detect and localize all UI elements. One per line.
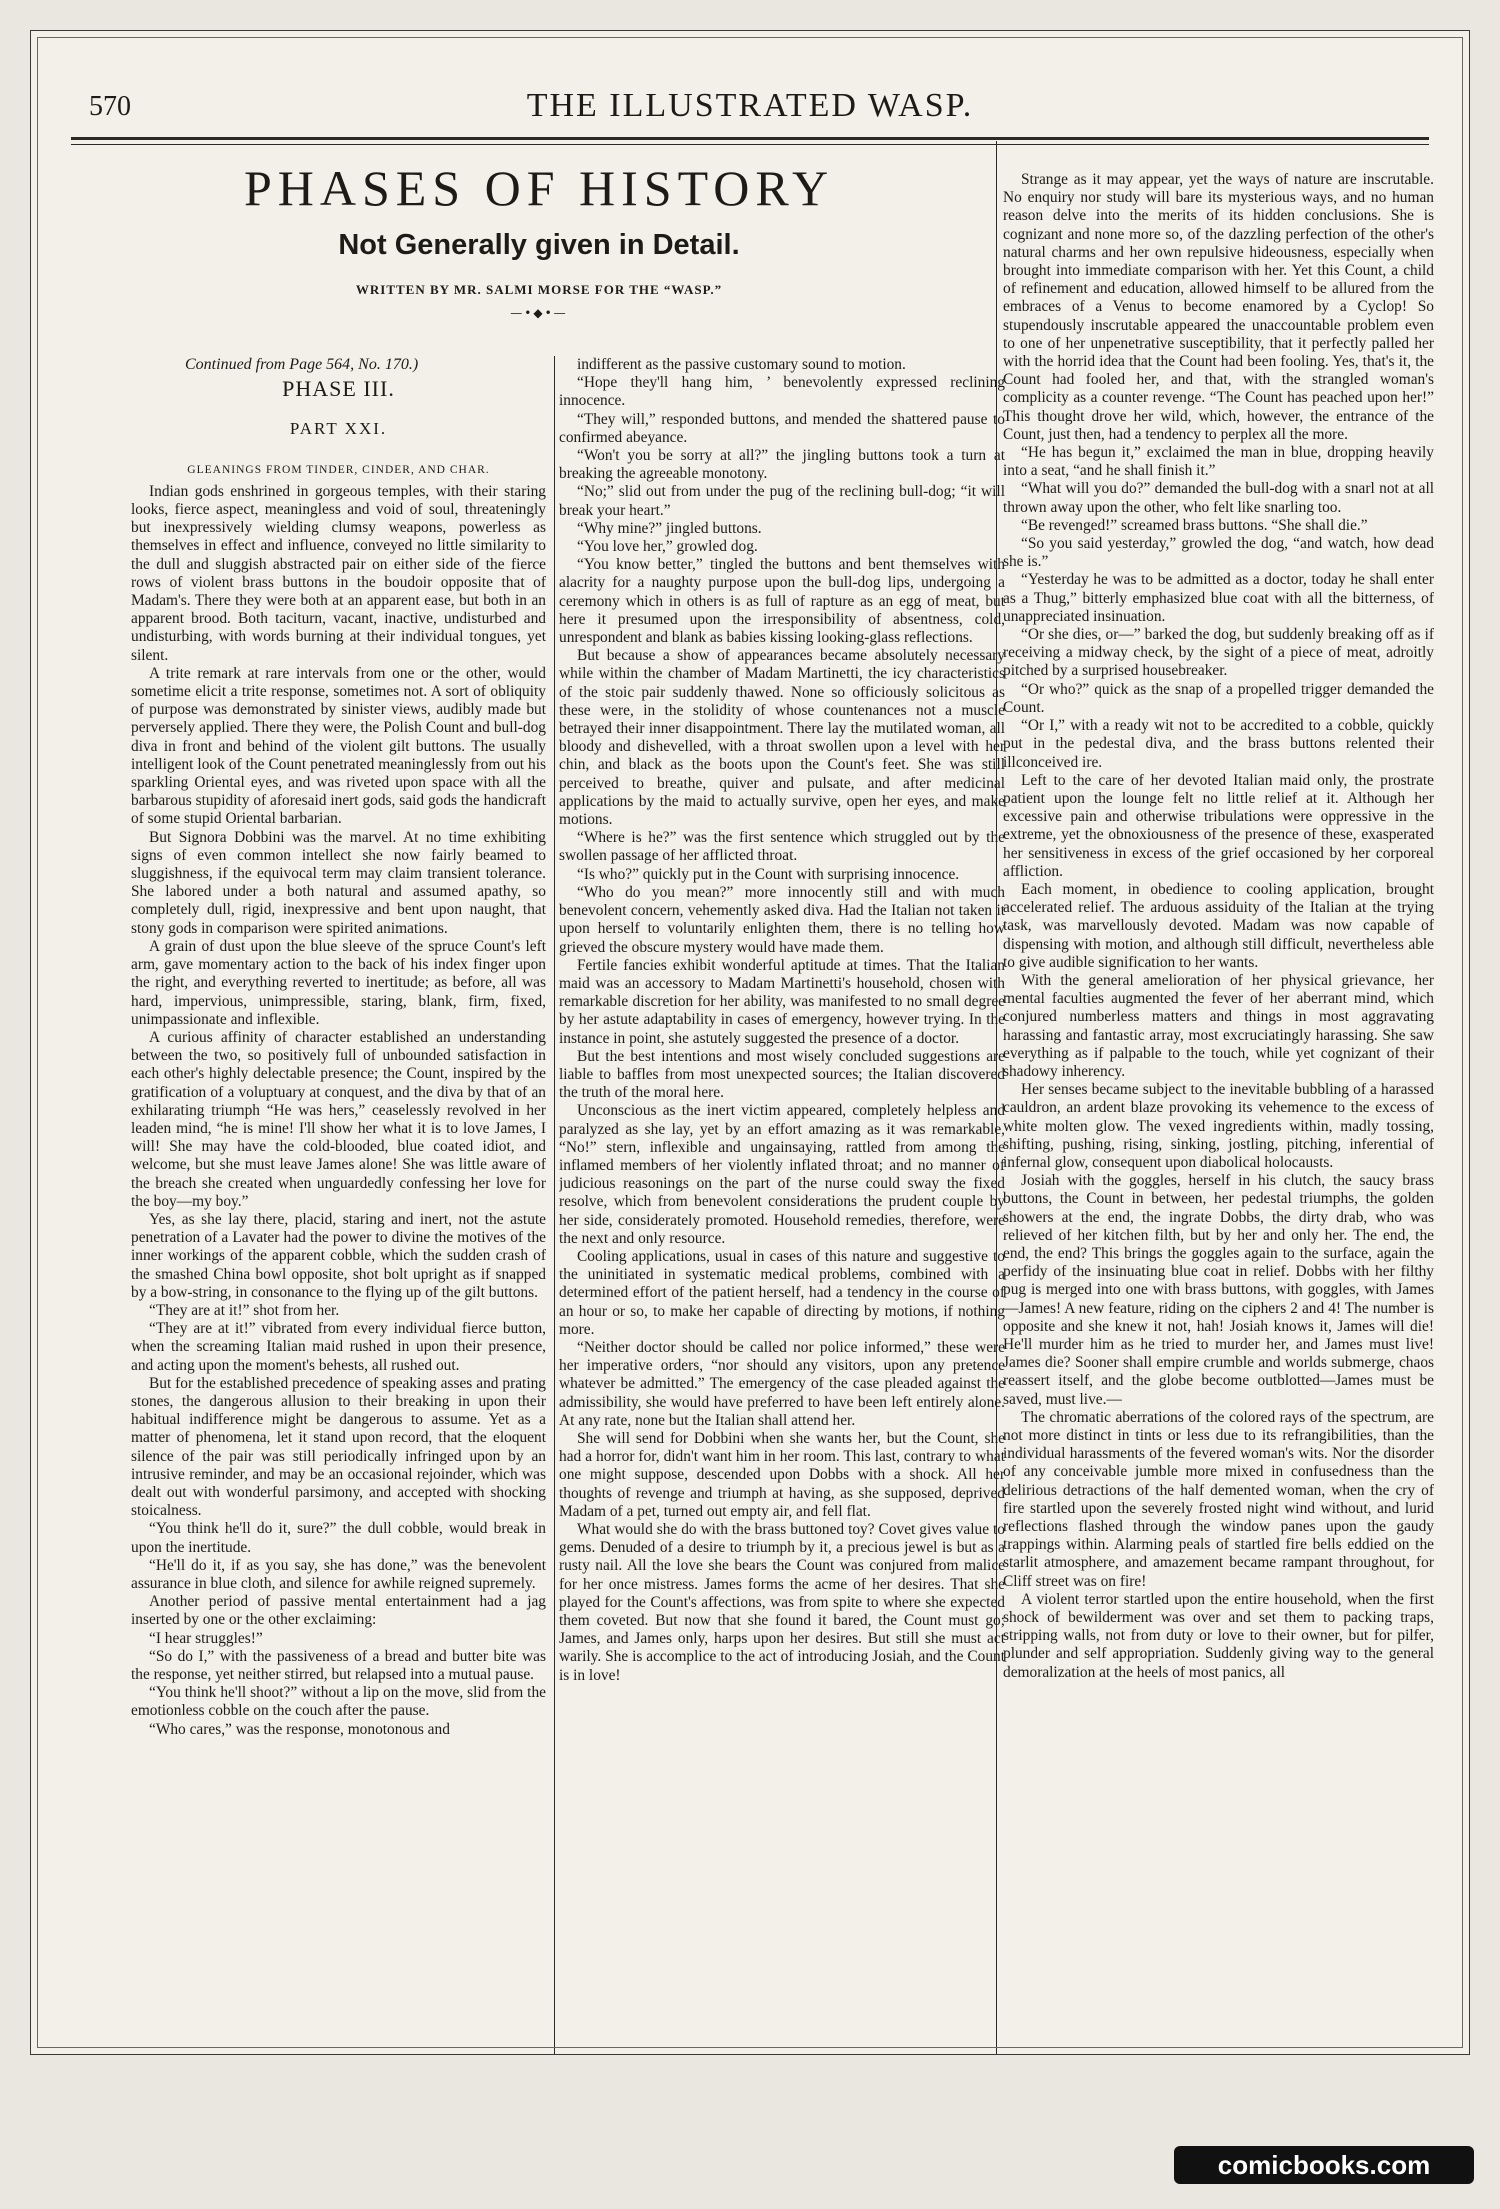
paragraph: Fertile fancies exhibit wonderful aptitude at times. That the Italian maid was an accessory to Madam Martinetti's household, chosen with remarkable discretion for her ability, was manifested to no small degree by her astute adaptability in cases of emergency, however trying. In the instance in point, she astutely suggested the presence of a doctor. [559,956,1005,1047]
masthead: THE ILLUSTRATED WASP. [526,87,974,124]
paragraph: Her senses became subject to the inevitable bubbling of a harassed cauldron, an ardent blaze provoking its vehemence to the excess of white molten glow. The vexed ingredients within, madly tossing, shifting, pushing, rising, sinking, jostling, pitching, inferential of infernal glow, consequent upon diabolical holocausts. [1003,1081,1434,1171]
title-block [139,159,939,320]
paragraph: “What will you do?” demanded the bull-dog with a snarl not at all thrown away upon the other, who felt like snarling too. [1003,480,1434,516]
paragraph: Another period of passive mental entertainment had a jag inserted by one or the other exclaiming: [131,1593,546,1629]
paragraph: “Neither doctor should be called nor police informed,” these were her imperative orders, “nor should any visitors, upon any pretence whatever be admitted.” The emergency of the case pleaded against the admissibility, she would have preferred to have been left entirely alone. At any rate, none but the Italian shall attend her. [559,1338,1005,1429]
page-number: 570 [89,91,131,122]
continued-note: Continued from Page 564, No. 170.) [185,356,419,373]
paragraph: Indian gods enshrined in gorgeous temples, with their staring looks, fierce aspect, meaningless and void of soul, threateningly but inexpressively wielding clumsy weapons, powerless as themselves in effect and influence, conveyed no little similarity to the dull and sluggish abstracted pair on either side of the fierce rows of violent brass buttons in the boudoir opposite that of Madam's. There they were both at an apparent ease, but both in an apparent brood. Both taciturn, vacant, inactive, undisturbed and undisturbing, with words burning at their individual tongues, yet silent. [131,482,546,664]
paragraph: “Or she dies, or—” barked the dog, but suddenly breaking off as if receiving a midway check, by the sight of a piece of meat, adroitly pitched by a surprised housebreaker. [1003,626,1434,680]
header-rule [71,137,1429,145]
text-column-2 [559,356,1005,2055]
column-3-body [1003,171,1434,1682]
column-1-body [131,483,546,1739]
page-header [71,73,1429,137]
column-2-body [559,356,1005,1685]
part-heading: PART XXI. [289,419,388,439]
paragraph: “You know better,” tingled the buttons and bent themselves with alacrity for a naughty purpose upon the bull-dog lips, undergoing a ceremony which in others is as full of rapture as an egg of meat, but here it presumed upon the irresponsibility of absentness, cold, unrespondent and blank as babies kissing looking-glass reflections. [559,556,1005,647]
paragraph: “He has begun it,” exclaimed the man in blue, dropping heavily into a seat, “and he shall finish it.” [1003,444,1434,480]
paragraph: But Signora Dobbini was the marvel. At no time exhibiting signs of even common intellect she now fairly beamed to sluggishness, if the equivocal term may claim transient tolerance. She labored under a both natural and assumed apathy, so completely dull, rigid, inexpressive and bent upon naught, that stony gods in comparison were spirited animations. [131,828,546,937]
paragraph: “Why mine?” jingled buttons. [577,519,762,537]
paragraph: “Who do you mean?” more innocently still and with much benevolent concern, vehemently asked diva. Had the Italian not taken it upon herself to voluntarily enlighten them, there is no telling how grieved the obscure mystery would have made them. [559,883,1005,956]
watermark-logo: comicbooks.com [1174,2146,1474,2184]
paragraph: Each moment, in obedience to cooling application, brought accelerated relief. The arduous assiduity of the Italian at the trying task, was marvellously devoted. Madam was now capable of dispensing with motion, and although still difficult, nevertheless able to give audible signification to her wants. [1003,880,1434,971]
paragraph: “Yesterday he was to be admitted as a doctor, today he shall enter as a Thug,” bitterly emphasized blue coat with all the bitterness, of unappreciated insinuation. [1003,571,1434,625]
paragraph: “You love her,” growled dog. [577,538,758,556]
paragraph: The chromatic aberrations of the colored rays of the spectrum, are not more distinct in tints or less due to its refrangibilities, than the individual harassments of the fevered woman's wits. Nor the disorder of any conceivable jumble more mixed in confusedness than the delirious detractions of the half demented woman, when the cry of fire startled upon the severely frosted night wind without, and lurid reflections flashed through the window panes upon the gaudy trappings within. Alarming peals of startled fire bells eddied on the starlit atmosphere, and amazement became rampant throughout, for Cliff street was on fire! [1003,1408,1434,1590]
paragraph: “They are at it!” vibrated from every individual fierce button, when the screaming Italian maid rushed in upon their presence, and acting upon the moment's behests, all rushed out. [131,1320,546,1374]
paragraph: But because a show of appearances became absolutely necessary while within the chamber of Madam Martinetti, the icy characteristics of the stoic pair suddenly thawed. None so officiously solicitous as these were, in the stolidity of whose countenances not a muscle betrayed their inner disappointment. There lay the mutilated woman, all bloody and dishevelled, with a throat swollen upon a level with her chin, and black as the boots upon the Count's feet. She was still perceived to breathe, quiver and pulsate, and after medicinal applications by the maid to actually survive, open her eyes, and make motions. [559,647,1005,829]
paragraph: “You think he'll do it, sure?” the dull cobble, would break in upon the inertitude. [131,1520,546,1556]
paragraph: “Won't you be sorry at all?” the jingling buttons took a turn at breaking the agreeable monotony. [559,447,1005,483]
paragraph: “Who cares,” was the response, monotonous and [149,1720,450,1738]
paragraph: “Or who?” quick as the snap of a propelled trigger demanded the Count. [1003,680,1434,716]
paragraph: But for the established precedence of speaking asses and prating stones, the dangerous allusion to their breaking in upon their habitual indifference might be dangerous to assume. Yet as a matter of phenomena, let it stand upon record, that the eloquent silence of the pair was still periodically infringed upon by an intrusive reminder, and may be an occasional rejoinder, which was dealt out with wonderful parsimony, and accepted with shocking stoicalness. [131,1374,546,1520]
paragraph: Left to the care of her devoted Italian maid only, the prostrate patient upon the lounge felt no little relief at it. Although her excessive pain and otherwise tribulations were oppressive in the extreme, yet the obnoxiousness of the presence of these, exasperated her sensitiveness in excess of the grief occasioned by her corporeal affliction. [1003,771,1434,880]
article-title: PHASES OF HISTORY [243,160,835,216]
paragraph: Unconscious as the inert victim appeared, completely helpless and paralyzed as she lay, yet by an effort amazing as it was remarkable, “No!” stern, inflexible and ungainsaying, rattled from among the inflamed members of her violently inflated throat; and no manner of judicious reasonings on the part of the nurse could sway the fixed resolve, which from benevolent considerations the prudent couple by her side, considerately promoted. Household remedies, therefore, were the next and only resource. [559,1102,1005,1247]
paragraph: Strange as it may appear, yet the ways of nature are inscrutable. No enquiry nor study will bare its mysterious ways, and no human reason delve into the merits of its hidden conclusions. She is cognizant and none more so, of the dazzling perfection of the other's natural charms and her own repulsive hideousness, especially when brought into immediate comparison with her. Yet this Count, a child of refinement and education, allowed himself to be allured from the embraces of a Venus to become enamored by a Cyclop! So stupendously inscrutable appeared the unaccountable problem even to one of her unpenetrative susceptibility, that it perfectly palled her with the horrid idea that the Count had been fooling. Yes, that's it, the Count had fooled her, and that, with the strangled woman's complicity as a counter revenge. “The Count has peached upon her!” This thought drove her wild, which, however, the entrance of the Count, just then, had a tendency to perplex all the more. [1003,171,1434,443]
paragraph: Cooling applications, usual in cases of this nature and suggestive to the uninitiated in systematic medical problems, combined with a determined effort of the patient herself, had a tendency in the course of an hour or so, to make her capable of directing by motions, if nothing more. [559,1247,1005,1338]
paragraph: “Or I,” with a ready wit not to be accredited to a cobble, quickly put in the pedestal diva, and the brass buttons relented their illconceived ire. [1003,717,1434,771]
column-rule-1 [554,356,555,2055]
paragraph: Yes, as she lay there, placid, staring and inert, not the astute penetration of a Lavater had the power to divine the motives of the inner workings of the apparent cobble, which the sudden crash of the smashed China bowl opposite, shot bolt upright as if snapped by a bow-string, in consonance to the flying up of the gilt buttons. [131,1210,546,1301]
paragraph: “He'll do it, if as you say, she has done,” was the benevolent assurance in blue cloth, and silence for awhile reigned supremely. [131,1556,546,1592]
paragraph: A trite remark at rare intervals from one or the other, would sometime elicit a trite response, sometimes not. A sort of obliquity of purpose was demonstrated by sinister views, audibly made but perversely applied. There they were, the Polish Count and bull-dog diva in front and behind of the violent gilt buttons. The usually intelligent look of the Count penetrated meaninglessly from out his sparkling Oriental eyes, and was riveted upon space with all the barbarous stupidity of aforesaid inert gods, said gods the handicraft of some stupid Oriental barbarian. [131,664,546,828]
ornament-divider: —•◆•— [510,306,568,320]
paragraph: A violent terror startled upon the entire household, when the first shock of bewilderment was over and set them to packing traps, stripping walls, not from duty or love to their owner, but for pilfer, plunder and self appropriation. Suddenly giving way to the general demoralization at the heels of most panics, all [1003,1590,1434,1681]
text-column-3 [1003,171,1434,2055]
paragraph: With the general amelioration of her physical grievance, her mental faculties augmented the fever of her aberrant mind, which conjured numberless matters and things in most aggravating harassing and fantastic array, most excruciatingly harassing. She saw everything as if palpable to the touch, while yet cognizant of their shadowy inherency. [1003,971,1434,1080]
text-column-1 [131,356,546,2055]
section-heading: GLEANINGS FROM TINDER, CINDER, AND CHAR. [187,463,490,476]
paragraph: indifferent as the passive customary sound to motion. [577,356,906,373]
paragraph: “Is who?” quickly put in the Count with surprising innocence. [577,865,960,883]
paragraph: “They will,” responded buttons, and mended the shattered pause to confirmed abeyance. [559,410,1005,446]
paragraph: She will send for Dobbini when she wants her, but the Count, she had a horror for, didn't want him in her room. This last, contrary to what one might suppose, descended upon Dobbs with a shock. All her thoughts of revenge and triumph at having, as she supposed, deprived Madam of a pet, turned out empty air, and fell flat. [559,1429,1005,1520]
paragraph: But the best intentions and most wisely concluded suggestions are liable to baffles from most unexpected sources; the Italian discovered the truth of the moral here. [559,1047,1005,1102]
paragraph: “You think he'll shoot?” without a lip on the move, slid from the emotionless cobble on the couch after the pause. [131,1684,546,1720]
article-byline: WRITTEN BY MR. SALMI MORSE FOR THE “WASP.” [355,282,723,297]
article-subtitle: Not Generally given in Detail. [338,229,740,261]
paragraph: A curious affinity of character established an understanding between the two, so positively full of unbounded satisfaction in each other's highly delectable presence; the Count, inspired by the gratification of a voluptuary at conquest, and the diva by that of an exhilarating triumph “He was hers,” ceaselessly revolved in her leaden mind, “he is mine! I'll show her what it is to love James, I will! She may have the cold-blooded, blue coated idiot, and welcome, but she must leave James alone! She was little aware of the breach she created when unguardedly confessing her love for the boy—my boy.” [131,1028,546,1210]
paragraph: “No;” slid out from under the pug of the reclining bull-dog; “it will break your heart.” [559,483,1005,519]
paragraph: “Where is he?” was the first sentence which struggled out by the swollen passage of her afflicted throat. [559,829,1005,865]
paragraph: “Be revenged!” screamed brass buttons. “She shall die.” [1021,516,1368,534]
phase-heading: PHASE III. [282,376,395,402]
paragraph: “Hope they'll hang him, ’ benevolently expressed reclining innocence. [559,374,1005,410]
paragraph: “So do I,” with the passiveness of a bread and butter bite was the response, yet neither stirred, but relapsed into a mutual pause. [131,1647,546,1684]
paragraph: “I hear struggles!” [149,1629,263,1647]
paragraph: What would she do with the brass buttoned toy? Covet gives value to gems. Denuded of a desire to triumph by it, a precious jewel is but as a rusty nail. All the love she bears the Count was conjured from malice for her once mistress. James forms the acme of her desires. That she played for the Count's affections, was from spite to where she expected them coveted. But now that she found it bared, the Count must go; James, and James only, harps upon her desires. But still she must act warily. She is accomplice to the act of introducing Josiah, and the Count is in love! [559,1521,1005,1684]
newspaper-page [30,30,1470,2055]
paragraph: “They are at it!” shot from her. [149,1301,340,1319]
paragraph: Josiah with the goggles, herself in his clutch, the saucy brass buttons, the Count in between, her pedestal triumphs, the golden showers at the end, the ingrate Dobbs, the dirty drab, who was relieved of her kitchen filth, but by her and only her. The end, the end, the end? This brings the goggles again to the surface, again the perfidy of the insinuating blue coat in relief. Dobbs with her filthy pug is merged into one with brass buttons, with goggles, with James—James! A new feature, riding on the ciphers 2 and 4! The number is opposite and she knew it not, hah! Josiah knows it, James will die! He'll murder him as he tried to murder her, and James must live! James die? Sooner shall empire crumble and worlds submerge, chaos reassert itself, and the globe become outblotted—James must be saved, must live.— [1003,1172,1434,1408]
paragraph: “So you said yesterday,” growled the dog, “and watch, how dead she is.” [1003,535,1434,571]
paragraph: A grain of dust upon the blue sleeve of the spruce Count's left arm, gave momentary action to the back of his index finger upon the right, and everything reverted to inertitude; as before, all was hard, impervious, unimpressible, staring, blank, firm, fixed, unimpassionate and inflexible. [131,937,546,1028]
